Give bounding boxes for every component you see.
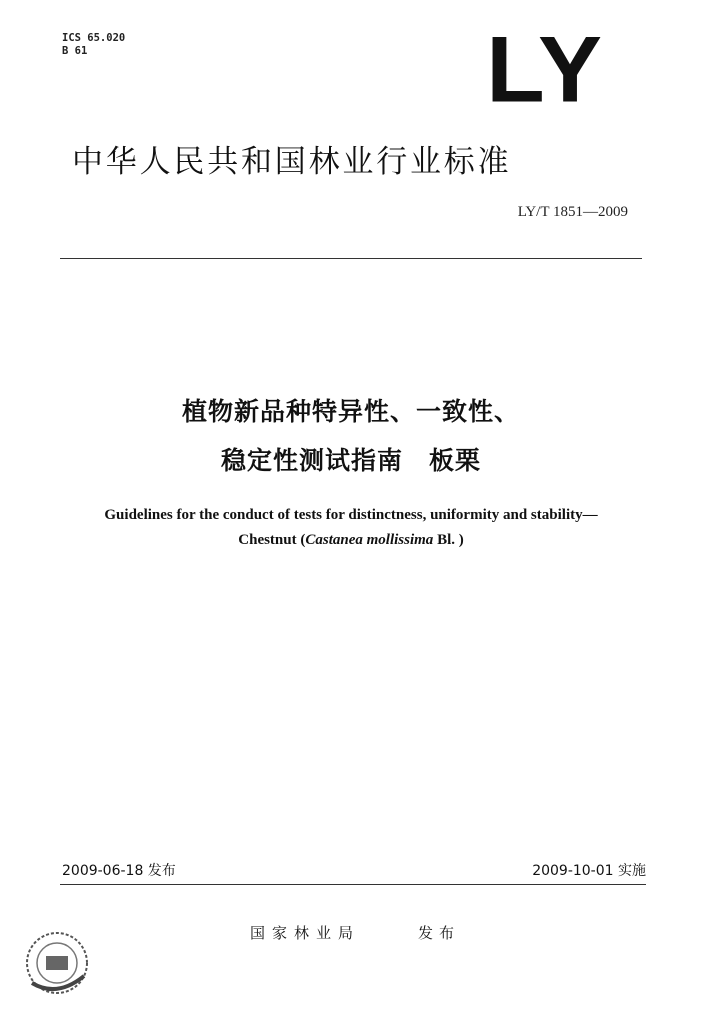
en-title-line1: Guidelines for the conduct of tests for distinctness, uniformity and stability—: [104, 507, 598, 523]
publisher: 国家林业局: [250, 924, 361, 942]
ccs-code: B 61: [62, 45, 88, 57]
issue-date: 2009-06-18 发布: [62, 863, 176, 879]
standard-number: LY/T 1851—2009: [517, 204, 628, 220]
en-title-line2: [0, 528, 702, 552]
latin-name: Castanea mollissima: [305, 532, 434, 548]
en-title-suffix: Bl. ): [433, 532, 464, 548]
footer-divider: [60, 884, 646, 885]
classification-codes: [62, 32, 125, 58]
ics-code: ICS 65.020: [62, 32, 126, 44]
header-divider: [60, 258, 642, 259]
library-stamp-icon: [22, 928, 92, 998]
en-title-prefix: Chestnut (: [238, 532, 306, 548]
implement-date: 2009-10-01 实施: [532, 863, 646, 879]
ly-logo: LY: [486, 17, 604, 122]
cn-title-line2: 稳定性测试指南 板栗: [220, 446, 481, 475]
publish-label: 发布: [418, 924, 461, 942]
cn-title-line1: 植物新品种特异性、一致性、: [181, 397, 520, 426]
standard-title: 中华人民共和国林业行业标准: [72, 144, 512, 180]
